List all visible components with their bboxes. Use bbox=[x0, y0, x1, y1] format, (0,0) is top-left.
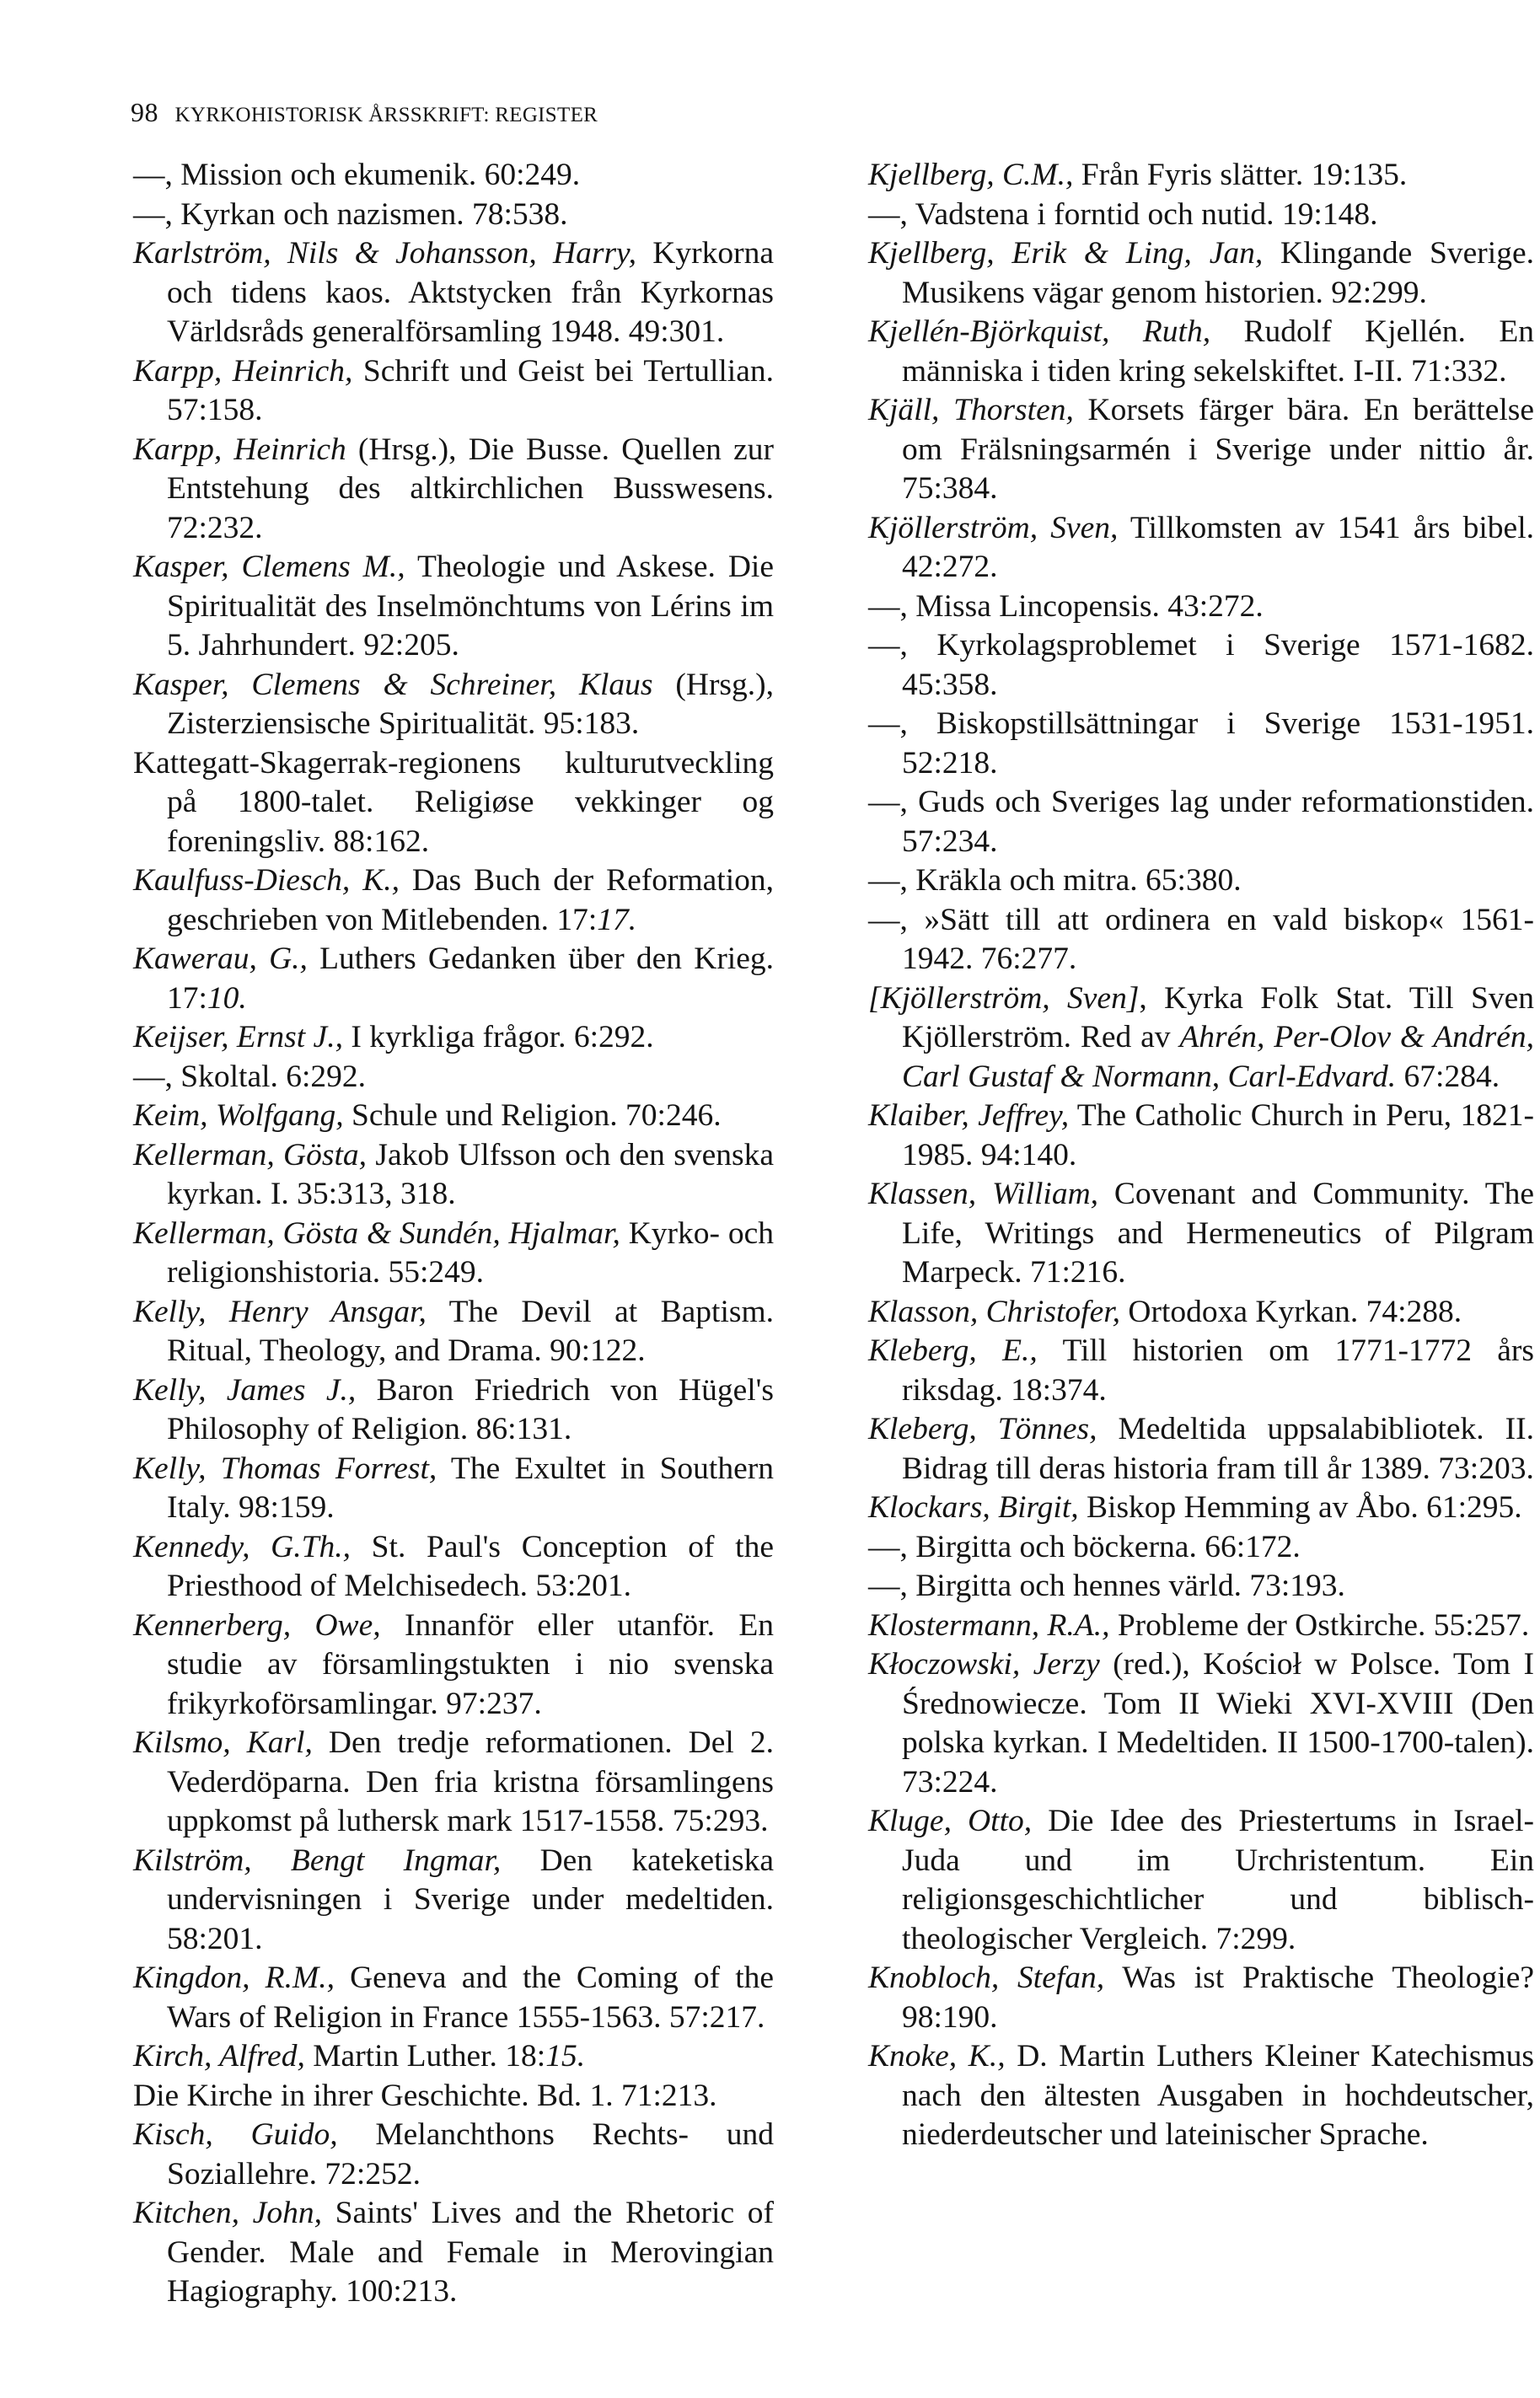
entry-text: —, Missa Lincopensis. 43:272. bbox=[868, 588, 1264, 624]
index-entry bbox=[868, 1410, 1534, 1489]
index-entry bbox=[868, 1802, 1534, 1959]
entry-text: D. Martin Luthers Kleiner Katechismus nach den ältesten Ausgaben in hochdeutscher, niederdeutscher und lateinischer Sprache. bbox=[902, 2039, 1534, 2152]
entry-author: Kennedy, G.Th., bbox=[133, 1529, 351, 1564]
index-entry bbox=[133, 352, 774, 431]
index-entry bbox=[133, 1058, 774, 1097]
entry-author: Kirch, Alfred, bbox=[133, 2039, 305, 2073]
index-entry bbox=[133, 1842, 774, 1960]
index-entry bbox=[868, 783, 1534, 861]
index-entry bbox=[133, 1097, 774, 1136]
index-entry bbox=[868, 587, 1534, 627]
entry-author: Kilström, Bengt Ingmar, bbox=[133, 1843, 502, 1878]
entry-author: Kleberg, Tönnes, bbox=[868, 1412, 1097, 1446]
entry-text: Korsets färger bära. En berättelse om Frälsningsarmén i Sverige under nittio år. 75:384. bbox=[902, 393, 1535, 506]
index-entry bbox=[868, 901, 1534, 979]
index-entry bbox=[868, 196, 1534, 235]
index-entry bbox=[868, 391, 1534, 509]
entry-text: —, Birgitta och hennes värld. 73:193. bbox=[868, 1569, 1345, 1603]
entry-text: Geneva and the Coming of the Wars of Religion in France 1555-1563. 57:217. bbox=[167, 1961, 775, 2035]
entry-text: Ortodoxa Kyrkan. 74:288. bbox=[1120, 1294, 1462, 1329]
entry-text: Schrift und Geist bei Tertullian. 57:158. bbox=[167, 353, 774, 427]
entry-italic-text: 17. bbox=[597, 902, 637, 937]
index-entry bbox=[133, 1959, 774, 2037]
entry-author: Kingdon, R.M., bbox=[133, 1961, 335, 1995]
entry-text: (red.), Kościoł w Polsce. Tom I Średnowiecze. Tom II Wieki XVI-XVIII (Den polska kyrkan. I Medeltiden. II 1500-1700-talen). 73:224. bbox=[902, 1647, 1534, 1800]
index-entry bbox=[133, 2194, 774, 2312]
index-entry bbox=[133, 666, 774, 744]
index-entry bbox=[133, 1293, 774, 1371]
index-entry bbox=[868, 1567, 1534, 1607]
index-entry bbox=[868, 1293, 1534, 1333]
entry-text: Die Idee des Priestertums in Israel-Juda und im Urchristentum. Ein religionsgeschichtlicher und biblisch-theologischer Vergleich. 7:299. bbox=[902, 1804, 1535, 1956]
index-entry bbox=[133, 2037, 774, 2077]
entry-author: Kjellén-Björkquist, Ruth, bbox=[868, 314, 1211, 349]
entry-text: The Exultet in Southern Italy. 98:159. bbox=[167, 1451, 774, 1525]
entry-author: Klaiber, Jeffrey, bbox=[868, 1098, 1070, 1133]
entry-author: Kilsmo, Karl, bbox=[133, 1725, 313, 1760]
index-entry bbox=[868, 626, 1534, 705]
entry-text: —, Mission och ekumenik. 60:249. bbox=[133, 158, 581, 192]
entry-text: —, Biskopstillsättningar i Sverige 1531-1951. 52:218. bbox=[868, 706, 1534, 781]
entry-author: Klostermann, R.A., bbox=[868, 1607, 1110, 1643]
index-entry bbox=[868, 1175, 1534, 1293]
entry-author: Kelly, Henry Ansgar, bbox=[133, 1294, 427, 1329]
entry-text: Theologie und Askese. Die Spiritualität des Inselmönchtums von Lérins im 5. Jahrhundert. 92:205. bbox=[167, 550, 774, 663]
entry-text: The Catholic Church in Peru, 1821-1985. 94:140. bbox=[902, 1098, 1534, 1172]
index-entry bbox=[868, 1528, 1534, 1568]
entry-text: Probleme der Ostkirche. 55:257. bbox=[1109, 1607, 1530, 1643]
index-entry bbox=[133, 1450, 774, 1528]
page-header bbox=[131, 97, 598, 128]
index-entry bbox=[868, 979, 1534, 1097]
index-entry bbox=[133, 1528, 774, 1607]
entry-text: Innanför eller utanför. En studie av församlingstukten i nio svenska frikyrkoförsamlingar. 97:237. bbox=[167, 1607, 774, 1721]
index-entry bbox=[133, 156, 774, 196]
entry-text: Den tredje reformationen. Del 2. Vederdöparna. Den fria kristna församlingens uppkomst på luthersk mark 1517-1558. 75:293. bbox=[167, 1725, 774, 1838]
entry-author: Kjellberg, C.M., bbox=[868, 158, 1074, 192]
entry-text: (Hrsg.), Die Busse. Quellen zur Entstehung des altkirchlichen Busswesens. 72:232. bbox=[167, 432, 774, 545]
entry-author: Kjäll, Thorsten, bbox=[868, 393, 1074, 427]
entry-text: Melanchthons Rechts- und Soziallehre. 72:252. bbox=[167, 2117, 774, 2191]
entry-author: Kelly, James J., bbox=[133, 1372, 357, 1408]
entry-text: Das Buch der Reformation, geschrieben von Mitlebenden. 17: bbox=[167, 863, 774, 937]
entry-text: I kyrkliga frågor. 6:292. bbox=[342, 1020, 654, 1054]
entry-text: Jakob Ulfsson och den svenska kyrkan. I. 35:313, 318. bbox=[167, 1137, 774, 1211]
index-entry bbox=[868, 234, 1534, 313]
index-entry bbox=[868, 509, 1534, 587]
entry-text: Rudolf Kjellén. En människa i tiden kring sekelskiftet. I-II. 71:332. bbox=[902, 314, 1535, 389]
right-column bbox=[868, 156, 1534, 2155]
entry-text: Medeltida uppsalabibliotek. II. Bidrag till deras historia fram till år 1389. 73:203. bbox=[902, 1412, 1534, 1486]
index-entry bbox=[868, 156, 1534, 196]
entry-author: Kłoczowski, Jerzy bbox=[868, 1647, 1100, 1682]
entry-author: Klassen, William, bbox=[868, 1177, 1099, 1211]
index-entry bbox=[133, 234, 774, 352]
entry-author: Kellerman, Gösta, bbox=[133, 1137, 368, 1172]
index-entry bbox=[868, 1489, 1534, 1528]
entry-text-tail: 67:284. bbox=[1396, 1059, 1500, 1094]
entry-author: Karpp, Heinrich, bbox=[133, 353, 353, 389]
entry-text: Schule und Religion. 70:246. bbox=[343, 1098, 722, 1133]
entry-text: Från Fyris slätter. 19:135. bbox=[1073, 158, 1408, 192]
entry-author: Karlström, Nils & Johansson, Harry, bbox=[133, 236, 637, 271]
entry-text: Baron Friedrich von Hügel's Philosophy of Religion. 86:131. bbox=[167, 1372, 774, 1446]
index-entry bbox=[133, 431, 774, 549]
entry-text: —, Birgitta och böckerna. 66:172. bbox=[868, 1529, 1301, 1564]
entry-text: Kyrko- och religionshistoria. 55:249. bbox=[167, 1215, 774, 1290]
entry-author: Karpp, Heinrich bbox=[133, 432, 346, 467]
entry-author: [Kjöllerström, Sven] bbox=[868, 980, 1140, 1016]
entry-author: Kawerau, G., bbox=[133, 941, 308, 976]
entry-text: Tillkomsten av 1541 års bibel. 42:272. bbox=[902, 510, 1534, 584]
index-entry bbox=[133, 2116, 774, 2194]
index-entry bbox=[868, 1097, 1534, 1175]
page-number: 98 bbox=[131, 97, 158, 127]
entry-author: Kelly, Thomas Forrest, bbox=[133, 1451, 437, 1486]
entry-author: Keijser, Ernst J., bbox=[133, 1020, 343, 1054]
entry-author: Keim, Wolfgang, bbox=[133, 1098, 344, 1133]
entry-italic-text: Ahrén, Per-Olov & Andrén, Carl Gustaf & Normann, Carl-Edvard. bbox=[902, 1020, 1534, 1094]
entry-text: —, Skoltal. 6:292. bbox=[133, 1059, 367, 1094]
index-entry bbox=[868, 1607, 1534, 1646]
index-entry bbox=[133, 1215, 774, 1293]
entry-text: Klingande Sverige. Musikens vägar genom historien. 92:299. bbox=[902, 236, 1534, 310]
index-entry bbox=[133, 548, 774, 666]
entry-text: Martin Luther. 18: bbox=[304, 2039, 546, 2073]
entry-author: Kjellberg, Erik & Ling, Jan, bbox=[868, 236, 1264, 271]
entry-text: Die Kirche in ihrer Geschichte. Bd. 1. 71:213. bbox=[133, 2078, 717, 2113]
index-entry bbox=[133, 1724, 774, 1842]
entry-author: Kleberg, E., bbox=[868, 1333, 1038, 1368]
entry-text: Was ist Praktische Theologie? 98:190. bbox=[902, 1961, 1535, 2035]
entry-author: Knoke, K., bbox=[868, 2039, 1006, 2073]
entry-text: The Devil at Baptism. Ritual, Theology, and Drama. 90:122. bbox=[167, 1294, 774, 1368]
entry-author: Kasper, Clemens & Schreiner, Klaus bbox=[133, 667, 653, 702]
entry-text: —, Kyrkan och nazismen. 78:538. bbox=[133, 196, 568, 232]
entry-author: Kluge, Otto, bbox=[868, 1804, 1033, 1838]
entry-text: —, Kräkla och mitra. 65:380. bbox=[868, 863, 1242, 898]
left-column bbox=[133, 156, 774, 2312]
index-entry bbox=[133, 196, 774, 235]
index-entry bbox=[133, 940, 774, 1018]
entry-author: Klockars, Birgit, bbox=[868, 1490, 1079, 1525]
entry-author: Kennerberg, Owe, bbox=[133, 1607, 381, 1643]
index-entry bbox=[133, 1371, 774, 1450]
entry-text: —, Vadstena i forntid och nutid. 19:148. bbox=[868, 196, 1378, 232]
entry-text: Den kateketiska undervisningen i Sverige under medeltiden. 58:201. bbox=[167, 1843, 775, 1956]
entry-text: Kattegatt-Skagerrak-regionens kulturutveckling på 1800-talet. Religiøse vekkinger og foreningsliv. 88:162. bbox=[133, 745, 774, 859]
entry-italic-text: 15. bbox=[545, 2039, 586, 2073]
index-entry bbox=[868, 861, 1534, 901]
entry-author: Kitchen, John, bbox=[133, 2196, 322, 2230]
entry-text: , Kyrka Folk Stat. Till Sven Kjöllerström. Red av bbox=[902, 980, 1534, 1054]
index-entry bbox=[133, 744, 774, 862]
entry-text: —, Kyrkolagsproblemet i Sverige 1571-1682. 45:358. bbox=[868, 628, 1534, 702]
index-entry bbox=[868, 1645, 1534, 1802]
entry-author: Klasson, Christofer, bbox=[868, 1294, 1121, 1329]
entry-author: Kaulfuss-Diesch, K., bbox=[133, 863, 400, 898]
entry-author: Kellerman, Gösta & Sundén, Hjalmar, bbox=[133, 1215, 620, 1251]
index-entry bbox=[133, 1607, 774, 1725]
entry-text: Covenant and Community. The Life, Writings and Hermeneutics of Pilgram Marpeck. 71:216. bbox=[902, 1177, 1534, 1290]
entry-author: Knobloch, Stefan, bbox=[868, 1961, 1105, 1995]
entry-text: Kyrkorna och tidens kaos. Aktstycken från Kyrkornas Världsråds generalförsamling 1948. 49:301. bbox=[167, 236, 775, 349]
entry-text: —, Guds och Sveriges lag under reformationstiden. 57:234. bbox=[868, 785, 1534, 859]
entry-text: —, »Sätt till att ordinera en vald biskop« 1561-1942. 76:277. bbox=[868, 902, 1534, 976]
entry-text: Luthers Gedanken über den Krieg. 17: bbox=[167, 941, 774, 1016]
entry-author: Kisch, Guido, bbox=[133, 2117, 338, 2152]
entry-text: Saints' Lives and the Rhetoric of Gender. Male and Female in Merovingian Hagiography. 100:213. bbox=[167, 2196, 774, 2309]
index-entry bbox=[133, 1018, 774, 1058]
entry-author: Kjöllerström, Sven, bbox=[868, 510, 1119, 545]
index-entry bbox=[868, 705, 1534, 783]
index-entry bbox=[868, 313, 1534, 391]
index-entry bbox=[868, 1959, 1534, 2037]
index-entry bbox=[868, 1332, 1534, 1410]
entry-text: Biskop Hemming av Åbo. 61:295. bbox=[1078, 1490, 1522, 1525]
running-title: KYRKOHISTORISK ÅRSSKRIFT: REGISTER bbox=[174, 104, 598, 126]
index-entry bbox=[133, 1136, 774, 1215]
index-entry bbox=[868, 2037, 1534, 2155]
entry-text: St. Paul's Conception of the Priesthood of Melchisedech. 53:201. bbox=[167, 1529, 774, 1603]
entry-text: Till historien om 1771-1772 års riksdag. 18:374. bbox=[902, 1333, 1535, 1408]
entry-italic-text: 10. bbox=[207, 980, 247, 1016]
entry-text: (Hrsg.), Zisterziensische Spiritualität. 95:183. bbox=[167, 667, 775, 741]
index-entry bbox=[133, 2077, 774, 2116]
index-entry bbox=[133, 861, 774, 940]
entry-author: Kasper, Clemens M., bbox=[133, 550, 405, 584]
